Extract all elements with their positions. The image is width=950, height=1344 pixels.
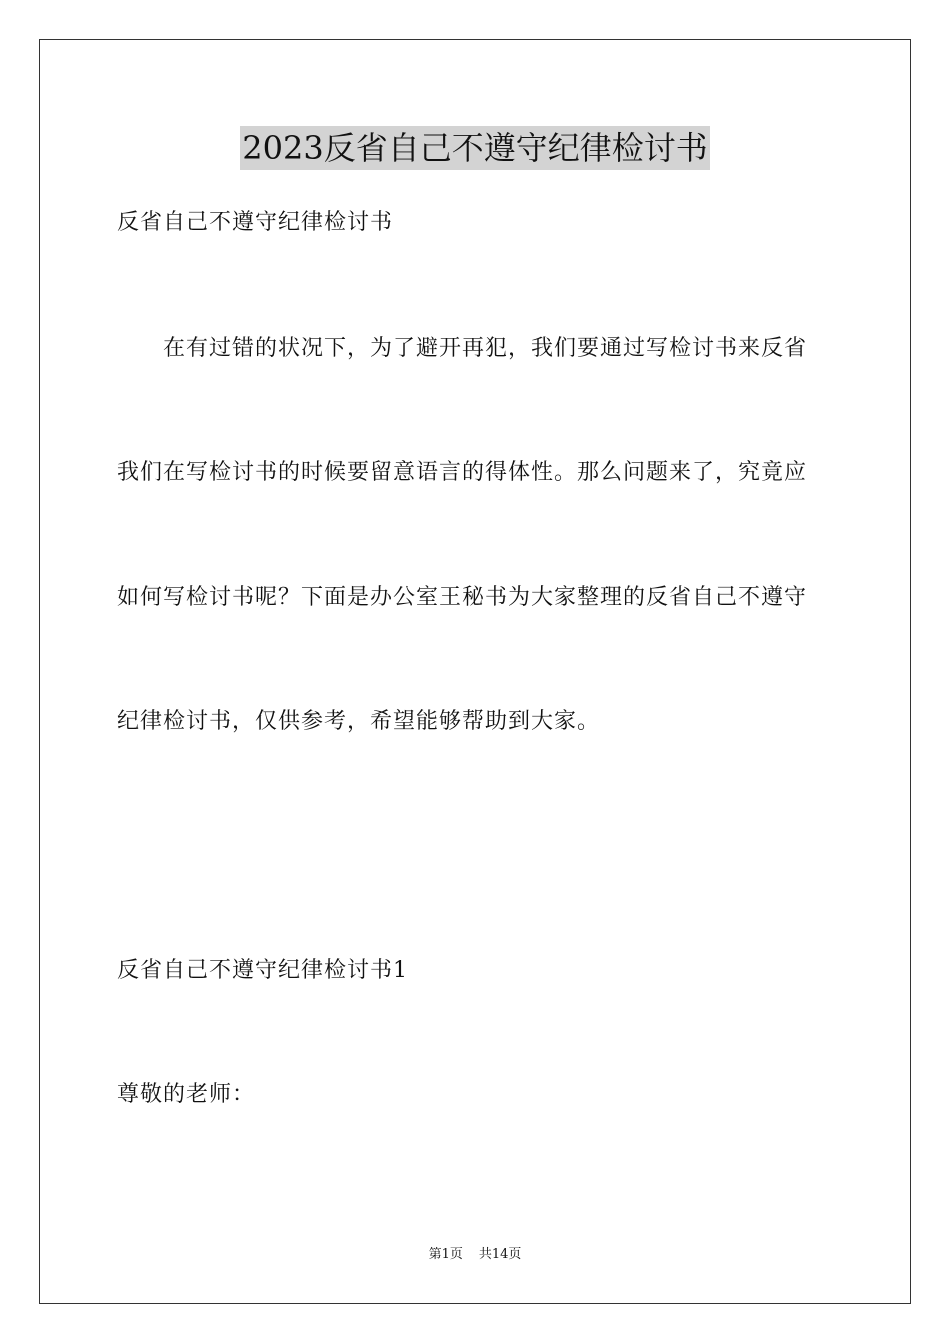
intro-line-1: 在有过错的状况下，为了避开再犯，我们要通过写检讨书来反省 [163,336,808,361]
title-container [0,126,950,170]
document-title: 2023反省自己不遵守纪律检讨书 [240,126,709,170]
intro-line-4: 纪律检讨书，仅供参考，希望能够帮助到大家。 [117,709,601,734]
intro-line-2: 我们在写检讨书的时候要留意语言的得体性。那么问题来了，究竟应 [117,460,808,485]
section-heading: 反省自己不遵守纪律检讨书1 [117,958,408,983]
page-footer [0,1246,950,1264]
salutation: 尊敬的老师： [117,1082,256,1107]
page-total: 共14页 [478,1247,522,1262]
intro-line-3: 如何写检讨书呢？下面是办公室王秘书为大家整理的反省自己不遵守 [117,585,808,610]
page-number: 第1页 [428,1247,463,1262]
subtitle-line: 反省自己不遵守纪律检讨书 [117,210,394,235]
